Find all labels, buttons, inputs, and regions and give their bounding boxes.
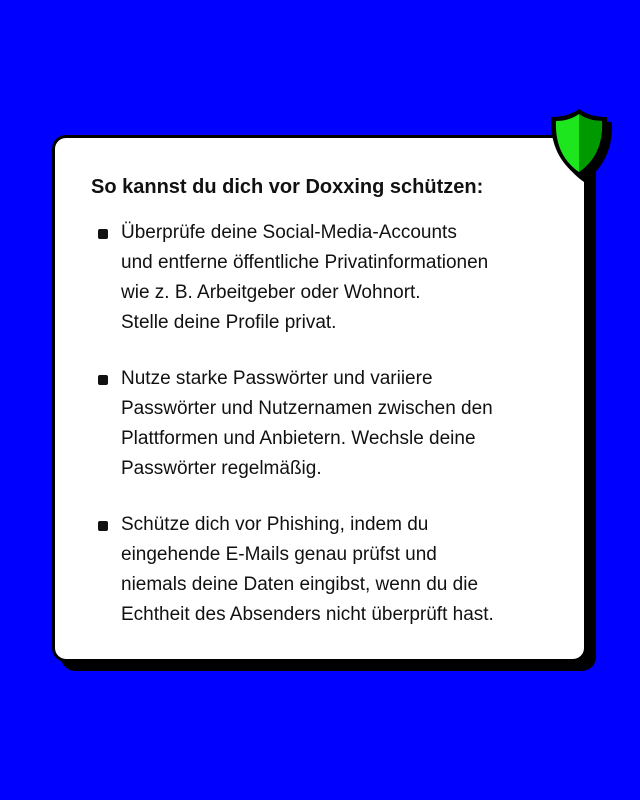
list-item-line: Schütze dich vor Phishing, indem du (121, 514, 429, 535)
bullet-icon (98, 375, 108, 385)
list-item-line: niemals deine Daten eingibst, wenn du die (121, 574, 479, 595)
list-item-line: Stelle deine Profile privat. (121, 312, 337, 333)
list-item-line: Passwörter regelmäßig. (121, 458, 322, 479)
shield-icon (542, 106, 616, 184)
list-item (55, 364, 584, 484)
bullet-icon (98, 229, 108, 239)
tips-list (55, 218, 584, 656)
list-item-line: eingehende E-Mails genau prüfst und (121, 544, 437, 565)
list-item-line: Passwörter und Nutzernamen zwischen den (121, 398, 493, 419)
list-item-line: Nutze starke Passwörter und variiere (121, 368, 433, 389)
list-item (55, 510, 584, 630)
list-item-line: und entferne öffentliche Privatinformationen (121, 252, 489, 273)
card-title: So kannst du dich vor Doxxing schützen: (91, 176, 484, 198)
list-item-line: wie z. B. Arbeitgeber oder Wohnort. (121, 282, 421, 303)
list-item-line: Überprüfe deine Social-Media-Accounts (121, 222, 457, 243)
list-item (55, 218, 584, 338)
bullet-icon (98, 521, 108, 531)
tips-card (52, 135, 587, 662)
list-item-line: Plattformen und Anbietern. Wechsle deine (121, 428, 476, 449)
list-item-line: Echtheit des Absenders nicht überprüft hast. (121, 604, 494, 625)
